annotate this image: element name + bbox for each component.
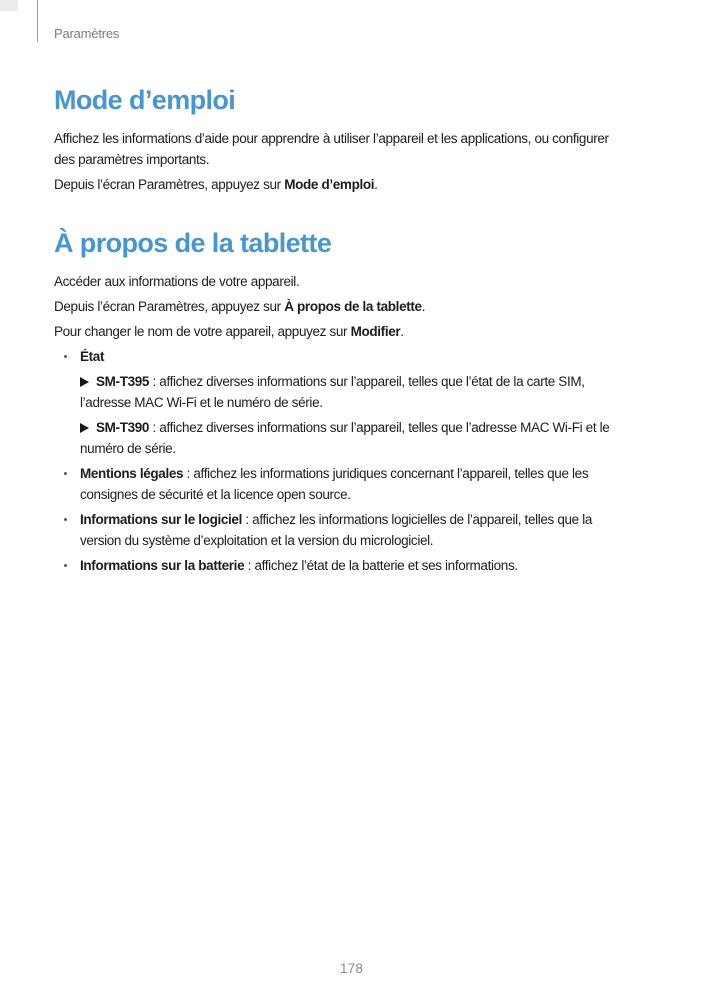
paragraph (54, 296, 660, 317)
bold-text-segment: SM-T390 (96, 420, 150, 435)
bullet-dot-icon (64, 472, 67, 475)
page-number: 178 (339, 961, 364, 976)
text-line (54, 128, 660, 149)
section-heading: À propos de la tablette (54, 228, 332, 258)
text-segment: Accéder aux informations de votre appareil. (54, 274, 300, 289)
text-segment: . (421, 299, 426, 314)
arrow-right-icon (80, 423, 89, 433)
text-segment: numéro de série. (80, 441, 176, 456)
bold-text-segment: Informations sur la batterie (80, 558, 245, 573)
manual-section (54, 84, 660, 195)
text-segment: des paramètres importants. (54, 152, 210, 167)
text-segment: consignes de sécurité et la licence open source. (80, 487, 351, 502)
text-line (80, 392, 660, 413)
chapter-header: Paramètres (54, 26, 120, 41)
bullet-dot-icon (64, 564, 67, 567)
text-line (80, 371, 660, 392)
bullet-item (54, 463, 660, 505)
text-segment: Pour changer le nom de votre appareil, appuyez sur (54, 324, 351, 339)
bullet-item (54, 509, 660, 551)
text-segment: : affichez les informations juridiques concernant l’appareil, telles que les (183, 466, 589, 481)
text-line (80, 555, 660, 576)
text-line (54, 296, 660, 317)
text-line (80, 417, 660, 438)
paragraph (54, 321, 660, 342)
model-sub-item (54, 417, 660, 459)
bullet-item (54, 346, 660, 367)
text-segment: version du système d’exploitation et la version du micrologiciel. (80, 533, 434, 548)
paragraph (54, 271, 660, 292)
paragraph (54, 128, 660, 170)
paragraph (54, 174, 660, 195)
bold-text-segment: Mentions légales (80, 466, 184, 481)
text-line (80, 463, 660, 484)
text-line (54, 321, 660, 342)
text-segment: Depuis l’écran Paramètres, appuyez sur (54, 177, 285, 192)
text-line (54, 174, 660, 195)
text-segment: Depuis l’écran Paramètres, appuyez sur (54, 299, 285, 314)
text-segment: . (374, 177, 378, 192)
arrow-right-icon (80, 377, 89, 387)
text-line (54, 149, 660, 170)
text-segment: . (400, 324, 404, 339)
model-sub-item (54, 371, 660, 413)
text-line (80, 484, 660, 505)
bold-text-segment: SM-T395 (96, 374, 150, 389)
bold-text-segment: État (80, 349, 105, 364)
bullet-dot-icon (64, 518, 67, 521)
text-segment: l’adresse MAC Wi-Fi et le numéro de série. (80, 395, 323, 410)
header-vertical-rule (37, 0, 38, 42)
section-heading: Mode d’emploi (54, 85, 236, 115)
bold-text-segment: À propos de la tablette (284, 299, 422, 314)
text-line (80, 509, 660, 530)
text-segment: : affichez diverses informations sur l’appareil, telles que l’adresse MAC Wi-Fi et le (149, 420, 610, 435)
bold-text-segment: Mode d’emploi (284, 177, 375, 192)
bullet-dot-icon (64, 355, 67, 358)
text-line (80, 530, 660, 551)
text-line (80, 438, 660, 459)
bold-text-segment: Modifier (350, 324, 401, 339)
text-segment: Affichez les informations d’aide pour apprendre à utiliser l’appareil et les applications, ou configurer (54, 131, 609, 146)
page-content (54, 84, 660, 580)
bullet-item (54, 555, 660, 576)
text-segment: : affichez diverses informations sur l’appareil, telles que l’état de la carte SIM, (149, 374, 585, 389)
bold-text-segment: Informations sur le logiciel (80, 512, 242, 527)
manual-section (54, 227, 660, 576)
text-segment: : affichez l’état de la batterie et ses informations. (244, 558, 518, 573)
text-segment: : affichez les informations logicielles de l’appareil, telles que la (241, 512, 593, 527)
text-line (54, 271, 660, 292)
window-corner-artifact (0, 0, 18, 11)
text-line (80, 346, 660, 367)
